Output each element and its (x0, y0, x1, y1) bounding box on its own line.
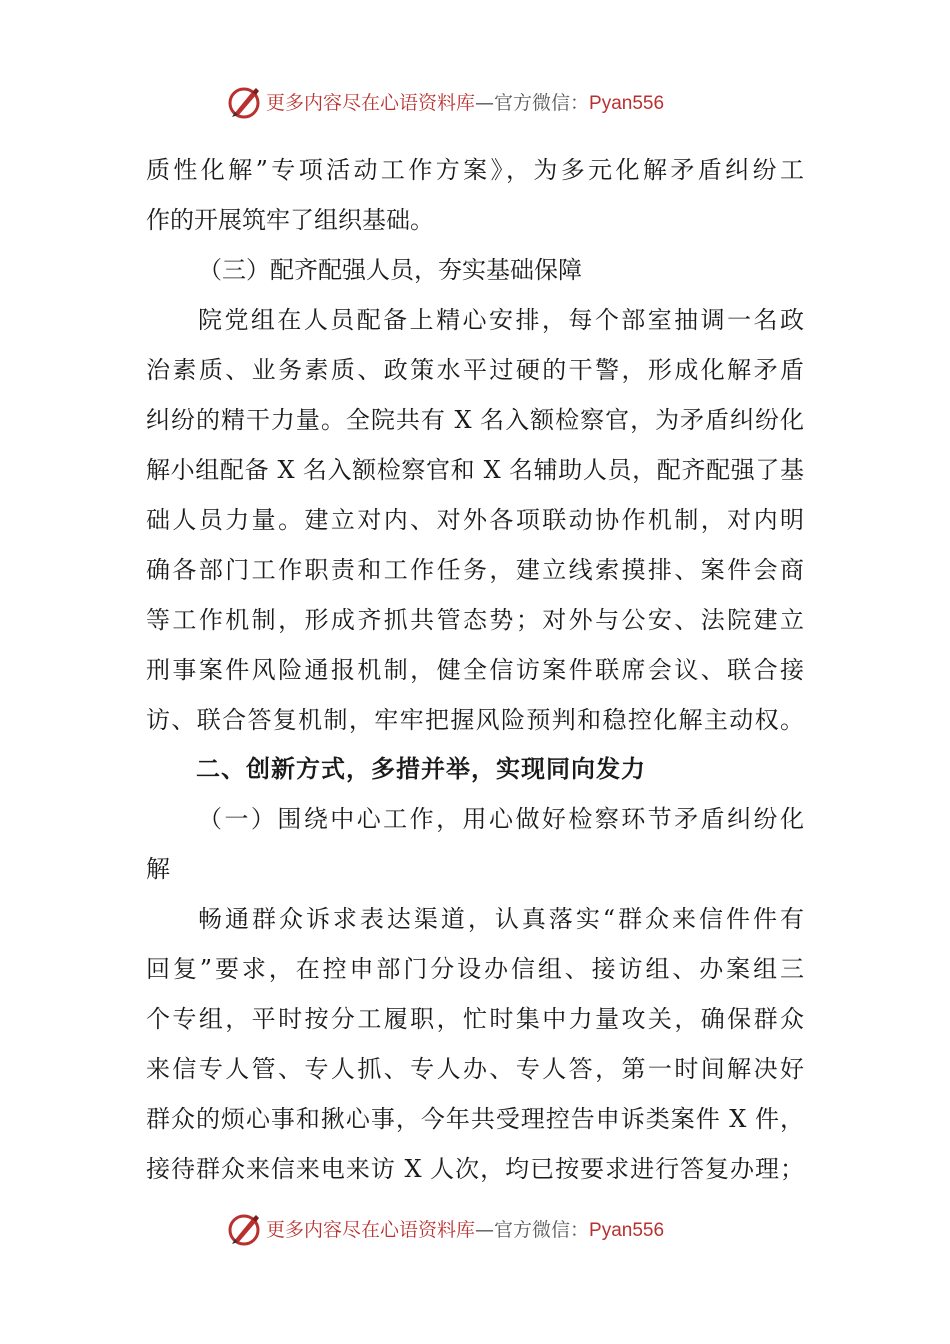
watermark-banner-bottom (0, 1209, 950, 1249)
body-line-16: 畅通群众诉求表达渠道，认真落实“群众来信件件有 (198, 905, 804, 933)
watermark-wechat-label: 官方微信： (494, 92, 590, 114)
body-line-21: 接待群众来信来电来访 X 人次，均已按要求进行答复办理； (146, 1155, 804, 1183)
chapter-heading-2: 二、创新方式，多措并举，实现同向发力 (196, 755, 646, 783)
watermark-dash: — (475, 92, 495, 114)
watermark-text-bottom (266, 1217, 664, 1243)
watermark-wechat-label: 官方微信： (494, 1219, 590, 1241)
body-line-8: 础人员力量。建立对内、对外各项联动协作机制，对内明 (146, 506, 804, 534)
body-line-2: 作的开展筑牢了组织基础。 (146, 206, 434, 234)
watermark-account-id: Pyan556 (589, 1220, 665, 1241)
body-line-19: 来信专人管、专人抓、专人办、专人答，第一时间解决好 (146, 1055, 804, 1083)
subsection-heading-1: （一）围绕中心工作，用心做好检察环节矛盾纠纷化 (198, 805, 804, 833)
body-line-20: 群众的烦心事和揪心事，今年共受理控告申诉类案件 X 件， (146, 1105, 804, 1133)
body-line-10: 等工作机制，形成齐抓共管态势；对外与公安、法院建立 (146, 606, 804, 634)
body-line-9: 确各部门工作职责和工作任务，建立线索摸排、案件会商 (146, 556, 804, 584)
body-line-18: 个专组，平时按分工履职，忙时集中力量攻关，确保群众 (146, 1005, 804, 1033)
pen-logo-icon (226, 84, 262, 120)
watermark-account-id: Pyan556 (589, 93, 665, 114)
watermark-site-name: 更多内容尽在心语资料库 (266, 92, 476, 114)
section-heading-3: （三）配齐配强人员，夯实基础保障 (198, 256, 582, 284)
body-line-7: 解小组配备 X 名入额检察官和 X 名辅助人员，配齐配强了基 (146, 456, 804, 484)
body-line-1: 质性化解”专项活动工作方案》，为多元化解矛盾纠纷工 (146, 156, 804, 184)
pen-logo-icon (226, 1211, 262, 1247)
watermark-text-top (266, 90, 664, 116)
subsection-heading-1-cont: 解 (146, 855, 170, 883)
body-line-5: 治素质、业务素质、政策水平过硬的干警，形成化解矛盾 (146, 356, 804, 384)
watermark-site-name: 更多内容尽在心语资料库 (266, 1219, 476, 1241)
body-line-11: 刑事案件风险通报机制，健全信访案件联席会议、联合接 (146, 656, 804, 684)
watermark-dash: — (475, 1219, 495, 1241)
watermark-banner-top (0, 82, 950, 122)
body-line-12: 访、联合答复机制，牢牢把握风险预判和稳控化解主动权。 (146, 706, 804, 734)
body-line-6: 纠纷的精干力量。全院共有 X 名入额检察官，为矛盾纠纷化 (146, 406, 804, 434)
body-line-17: 回复”要求，在控申部门分设办信组、接访组、办案组三 (146, 955, 804, 983)
body-line-4: 院党组在人员配备上精心安排，每个部室抽调一名政 (198, 306, 804, 334)
